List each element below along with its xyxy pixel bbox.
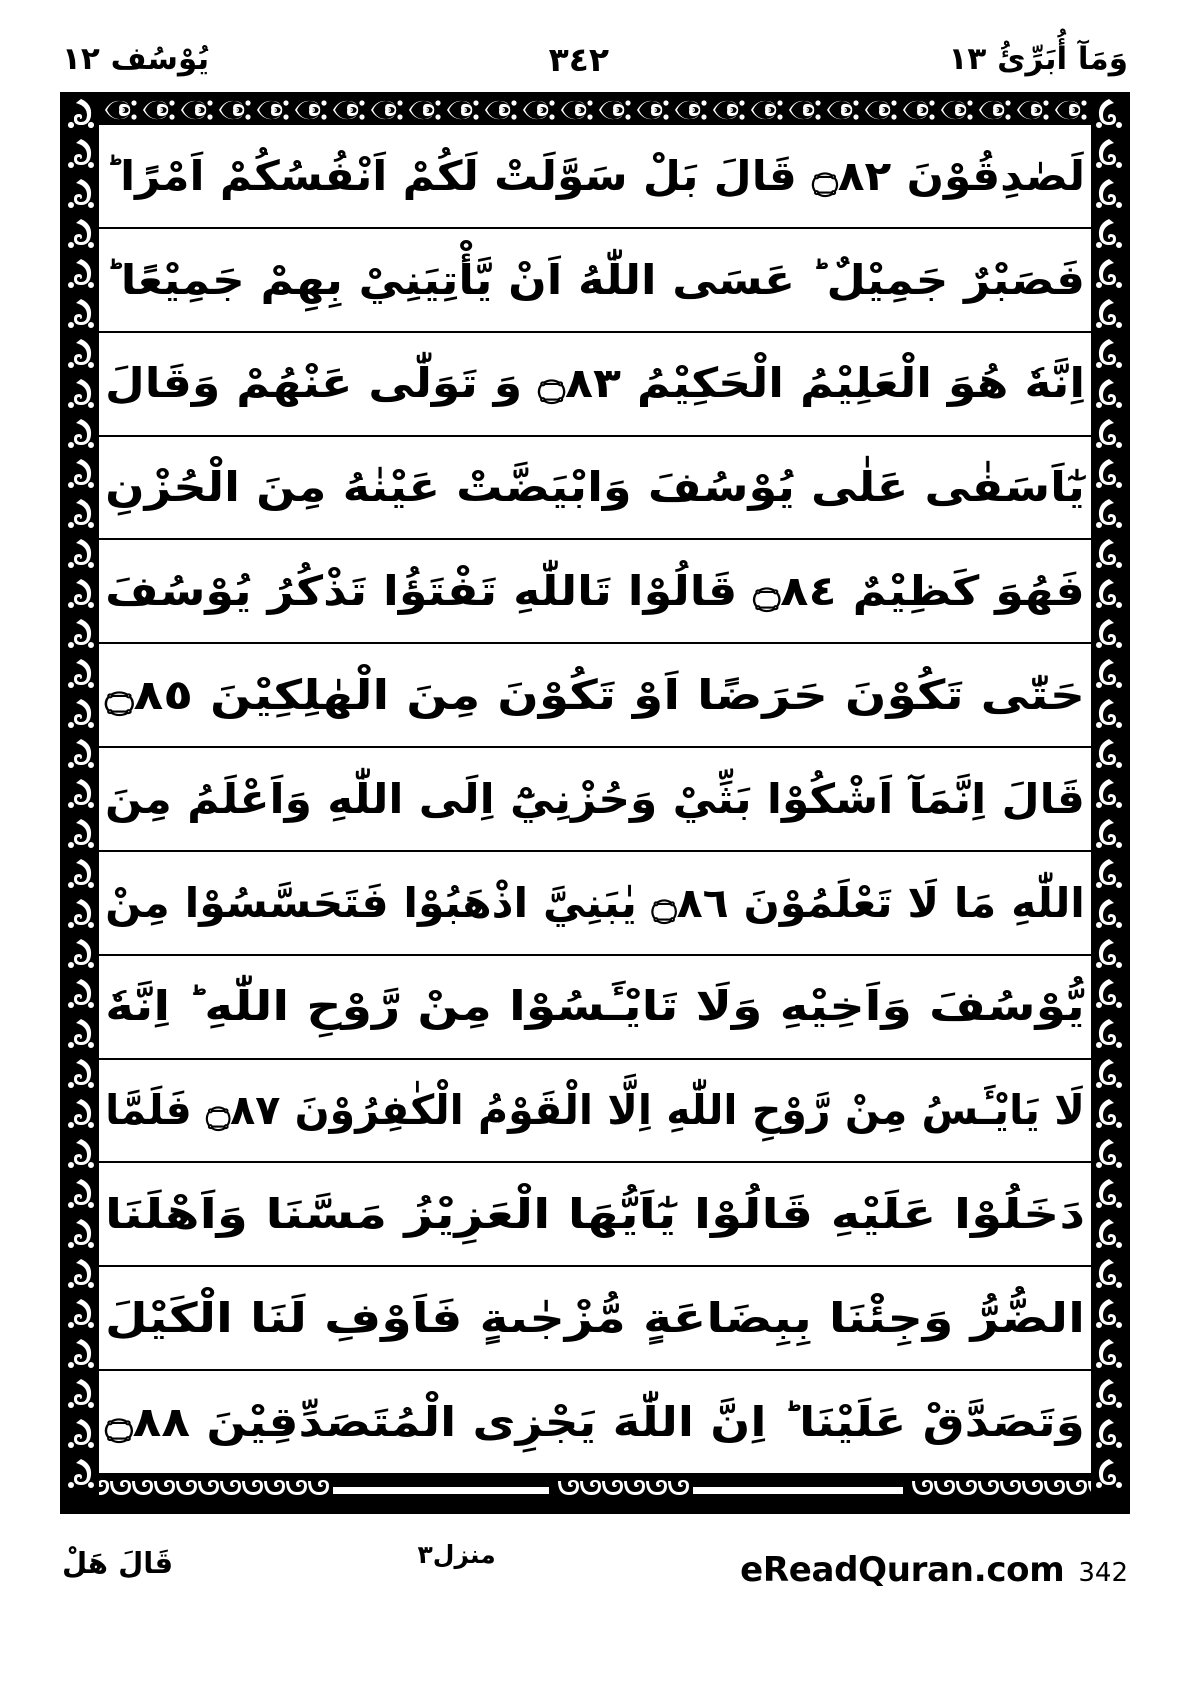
ayah-line-list	[99, 125, 1091, 1473]
surah-label: يُوْسُف ١٢	[62, 40, 210, 77]
ayah-line	[99, 1060, 1091, 1164]
ayah-line-text: دَخَلُوْا عَلَيْهِ قَالُوْا يٰٓاَيُّهَا الْعَزِيْزُ مَسَّنَا وَاَهْلَنَا	[104, 1190, 1086, 1239]
ayah-line-text: اللّٰهِ مَا لَا تَعْلَمُوْنَ ۝٨٦ يٰبَنِيَّ اذْهَبُوْا فَتَحَسَّسُوْا مِنْ	[105, 878, 1085, 927]
ayah-line	[99, 125, 1091, 229]
ayah-line-text: فَصَبْرٌ جَمِيْلٌ ؕ عَسَى اللّٰهُ اَنْ يَّأْتِيَنِيْ بِهِمْ جَمِيْعًا ؕ	[104, 255, 1086, 304]
ayah-line	[99, 1371, 1091, 1473]
frame-ornament-right	[1091, 95, 1127, 1511]
ayah-line-text: يٰٓاَسَفٰى عَلٰى يُوْسُفَ وَابْيَضَّتْ عَيْنٰهُ مِنَ الْحُزْنِ	[105, 463, 1085, 512]
juz-label: وَمَآ أُبَرِّئُ ١٣	[948, 40, 1128, 77]
ayah-line-text: لَا يَايْـَٔسُ مِنْ رَّوْحِ اللّٰهِ اِلَّا الْقَوْمُ الْكٰفِرُوْنَ ۝٨٧ فَلَمَّا	[105, 1086, 1085, 1135]
ayah-line	[99, 437, 1091, 541]
ornamental-frame	[60, 92, 1130, 1514]
ayah-line	[99, 1163, 1091, 1267]
ayah-line	[99, 644, 1091, 748]
frame-ornament-left	[63, 95, 99, 1511]
page-number-latin: 342	[1078, 1558, 1128, 1588]
ayah-line-text: حَتّٰى تَكُوْنَ حَرَضًا اَوْ تَكُوْنَ مِنَ الْهٰلِكِيْنَ ۝٨٥	[104, 670, 1086, 719]
ayah-line	[99, 333, 1091, 437]
ayah-line	[99, 956, 1091, 1060]
ayah-line-text: فَهُوَ كَظِيْمٌ ۝٨٤ قَالُوْا تَاللّٰهِ تَفْتَؤُا تَذْكُرُ يُوْسُفَ	[105, 567, 1085, 616]
ereadquran-brand-link[interactable]: eReadQuran.com	[740, 1550, 1065, 1590]
footer-brand-group	[740, 1550, 1128, 1590]
ayah-line-text: يُّوْسُفَ وَاَخِيْهِ وَلَا تَايْـَٔسُوْا مِنْ رَّوْحِ اللّٰهِ ؕ اِنَّهٗ	[105, 982, 1085, 1031]
catchword: قَالَ هَلْ	[62, 1546, 174, 1580]
frame-ornament-top	[63, 95, 1127, 125]
quran-text-block	[96, 122, 1094, 1476]
page-number-arabic: ٣٤٢	[548, 39, 610, 79]
ayah-line-text: الضُّرُّ وَجِئْنَا بِبِضَاعَةٍ مُّزْجٰىةٍ فَاَوْفِ لَنَا الْكَيْلَ	[105, 1294, 1085, 1343]
ayah-line	[99, 1267, 1091, 1371]
manzil-label: منزل٣	[417, 1540, 496, 1569]
ayah-line-text: لَصٰدِقُوْنَ ۝٨٢ قَالَ بَلْ سَوَّلَتْ لَكُمْ اَنْفُسُكُمْ اَمْرًا ؕ	[104, 151, 1086, 200]
ayah-line	[99, 229, 1091, 333]
ayah-line-text: وَتَصَدَّقْ عَلَيْنَا ؕ اِنَّ اللّٰهَ يَجْزِى الْمُتَصَدِّقِيْنَ ۝٨٨	[105, 1397, 1085, 1446]
page-footer	[62, 1534, 1128, 1614]
frame-ornament-bottom	[63, 1473, 1127, 1511]
ayah-line	[99, 852, 1091, 956]
ayah-line	[99, 748, 1091, 852]
ayah-line-text: اِنَّهٗ هُوَ الْعَلِيْمُ الْحَكِيْمُ ۝٨٣ وَ تَوَلّٰى عَنْهُمْ وَقَالَ	[104, 359, 1086, 408]
ayah-line-text: قَالَ اِنَّمَآ اَشْكُوْا بَثِّيْ وَحُزْنِيْٓ اِلَى اللّٰهِ وَاَعْلَمُ مِنَ	[105, 774, 1085, 823]
ayah-line	[99, 540, 1091, 644]
page-header	[62, 28, 1128, 90]
